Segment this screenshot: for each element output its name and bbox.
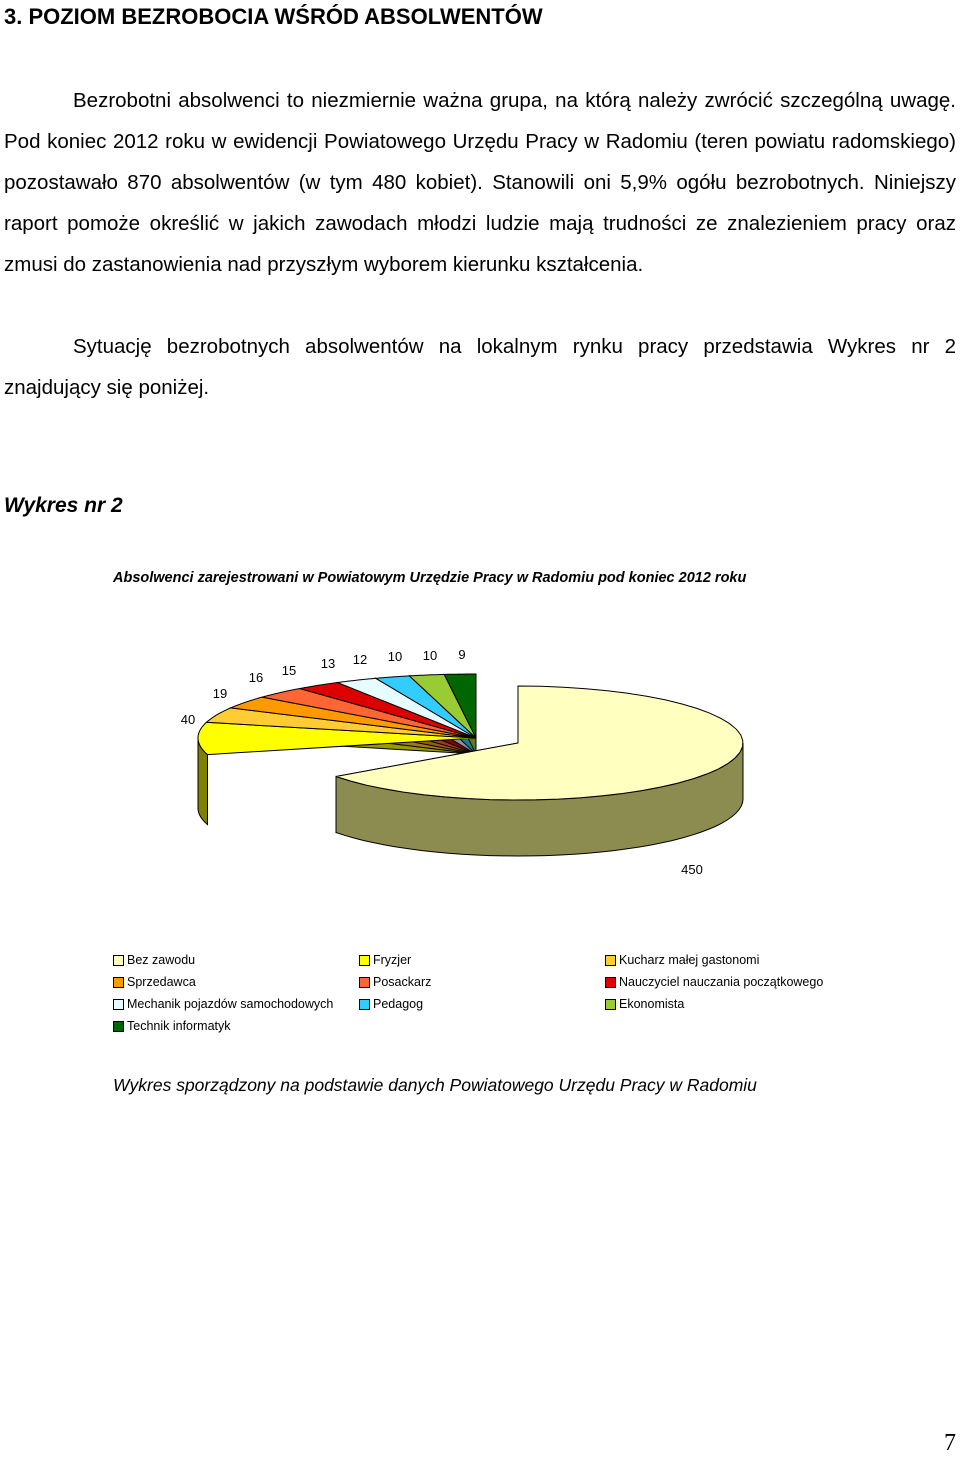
pie-value-label: 10 — [422, 648, 438, 663]
pie-value-label: 16 — [248, 670, 264, 685]
legend-swatch — [359, 977, 370, 988]
pie-value-label: 15 — [281, 663, 297, 678]
legend-label: Bez zawodu — [127, 953, 196, 967]
section-heading: 3. POZIOM BEZROBOCIA WŚRÓD ABSOLWENTÓW — [4, 4, 543, 29]
legend-item — [605, 975, 823, 989]
intro-paragraph: Bezrobotni absolwenci to niezmiernie ważna grupa, na którą należy zwrócić szczególną uwagę. Pod koniec 2012 roku w ewidencji Powiatowego Urzędu Pracy w Radomiu (teren powiatu radomskiego) pozostawało 870 absolwentów (w tym 480 kobiet). Stanowili oni 5,9% ogółu bezrobotnych. Niniejszy raport pomoże określić w jakich zawodach młodzi ludzie mają trudności ze znalezieniem pracy oraz zmusi do zastanowienia nad przyszłym wyborem kierunku kształcenia. — [4, 89, 956, 276]
legend-swatch — [605, 955, 616, 966]
legend-swatch — [359, 955, 370, 966]
legend-label: Posackarz — [373, 975, 432, 989]
legend-label: Pedagog — [373, 997, 424, 1011]
legend-item — [359, 975, 431, 989]
legend-label: Ekonomista — [619, 997, 685, 1011]
legend-label: Technik informatyk — [127, 1019, 231, 1033]
figure-caption: Wykres nr 2 — [4, 494, 123, 517]
legend-label: Sprzedawca — [127, 975, 196, 989]
pie-value-label: 13 — [320, 656, 336, 671]
pie-value-label: 40 — [180, 712, 196, 727]
legend-label: Nauczyciel nauczania początkowego — [619, 975, 824, 989]
pie-value-label: 12 — [352, 652, 368, 667]
pie-value-label: 450 — [681, 862, 703, 877]
legend-swatch — [113, 955, 124, 966]
legend-item — [359, 953, 411, 967]
legend-swatch — [113, 999, 124, 1010]
pie-value-label: 10 — [387, 649, 403, 664]
chart-title: Absolwenci zarejestrowani w Powiatowym Urzędzie Pracy w Radomiu pod koniec 2012 roku — [113, 570, 747, 586]
source-note: Wykres sporządzony na podstawie danych Powiatowego Urzędu Pracy w Radomiu — [113, 1075, 757, 1095]
legend-swatch — [605, 977, 616, 988]
legend-item — [359, 997, 423, 1011]
pie-value-label: 19 — [212, 686, 228, 701]
legend-item — [113, 1019, 231, 1033]
legend-label: Mechanik pojazdów samochodowych — [127, 997, 334, 1011]
legend-swatch — [113, 977, 124, 988]
legend-item — [605, 997, 684, 1011]
legend-item — [113, 953, 195, 967]
pie-value-label: 9 — [458, 647, 466, 662]
legend-item — [113, 997, 333, 1011]
chart-reference-paragraph: Sytuację bezrobotnych absolwentów na lokalnym rynku pracy przedstawia Wykres nr 2 znajdujący się poniżej. — [4, 335, 956, 399]
legend-label: Kucharz małej gastonomi — [619, 953, 760, 967]
legend-swatch — [605, 999, 616, 1010]
pie-chart — [0, 630, 960, 900]
legend-item — [113, 975, 196, 989]
legend-item — [605, 953, 759, 967]
legend-label: Fryzjer — [373, 953, 412, 967]
legend-swatch — [359, 999, 370, 1010]
page-number: 7 — [944, 1430, 956, 1456]
legend-swatch — [113, 1021, 124, 1032]
